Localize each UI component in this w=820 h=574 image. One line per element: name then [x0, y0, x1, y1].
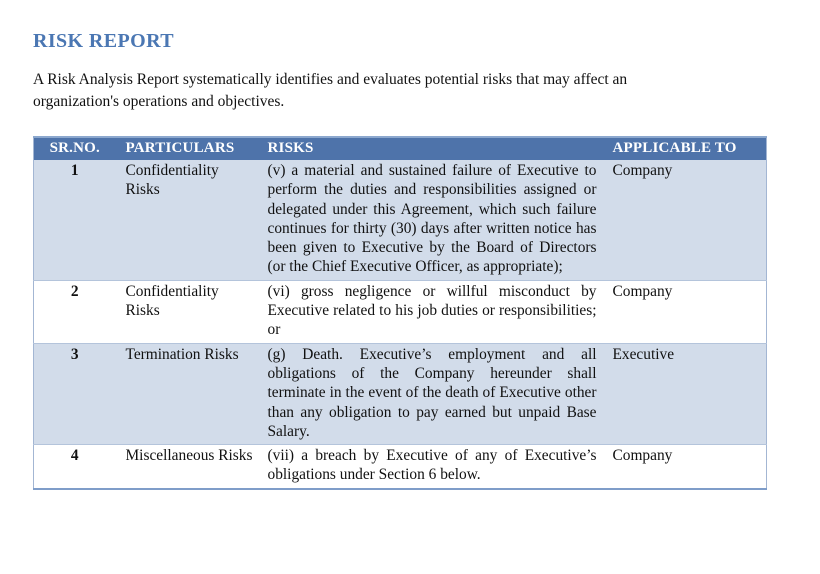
table-row	[34, 445, 767, 489]
risk-cell: (vi) gross negligence or willful misconduct by Executive related to his job duties or responsibilities; or	[258, 280, 603, 343]
header-risks: RISKS	[258, 137, 603, 160]
risk-table	[33, 136, 767, 490]
applicable-to-cell: Company	[612, 162, 673, 179]
header-sr-no: SR.NO.	[34, 137, 116, 160]
risk-cell: (v) a material and sustained failure of Executive to perform the duties and responsibilities assigned or delegated under this Agreement, which such failure continues for thirty (30) days after written notice has been given to Executive by the Board of Directors (or the Chief Executive Officer, as appropriate);	[267, 162, 597, 276]
page-title: RISK REPORT	[33, 30, 174, 52]
applicable-to-cell: Executive	[603, 343, 767, 444]
applicable-to-cell: Company	[603, 280, 767, 343]
applicable-to-cell: Company	[603, 445, 767, 489]
risk-table-header	[34, 137, 767, 160]
intro-paragraph: A Risk Analysis Report systematically identifies and evaluates potential risks that may affect an organization's operations and objectives.	[33, 71, 628, 110]
table-row	[34, 280, 767, 343]
table-row	[34, 160, 767, 280]
header-row	[34, 137, 767, 160]
header-particulars: PARTICULARS	[116, 137, 258, 160]
risk-cell: (vii) a breach by Executive of any of Executive’s obligations under Section 6 below.	[258, 445, 603, 489]
particulars-cell: Miscellaneous Risks	[116, 445, 258, 489]
table-row	[34, 343, 767, 444]
sr-no-cell: 3	[34, 343, 116, 444]
sr-no-cell: 2	[34, 280, 116, 343]
header-applicable-to: APPLICABLE TO	[603, 137, 767, 160]
particulars-cell: Confidentiality Risks	[116, 280, 258, 343]
risk-cell: (g) Death. Executive’s employment and all obligations of the Company hereunder shall terminate in the event of the death of Executive other than any obligation to pay earned but unpaid Base Salary.	[258, 343, 603, 444]
particulars-cell: Confidentiality Risks	[125, 162, 219, 199]
particulars-cell: Termination Risks	[116, 343, 258, 444]
sr-no-cell: 1	[70, 162, 79, 179]
sr-no-cell: 4	[34, 445, 116, 489]
